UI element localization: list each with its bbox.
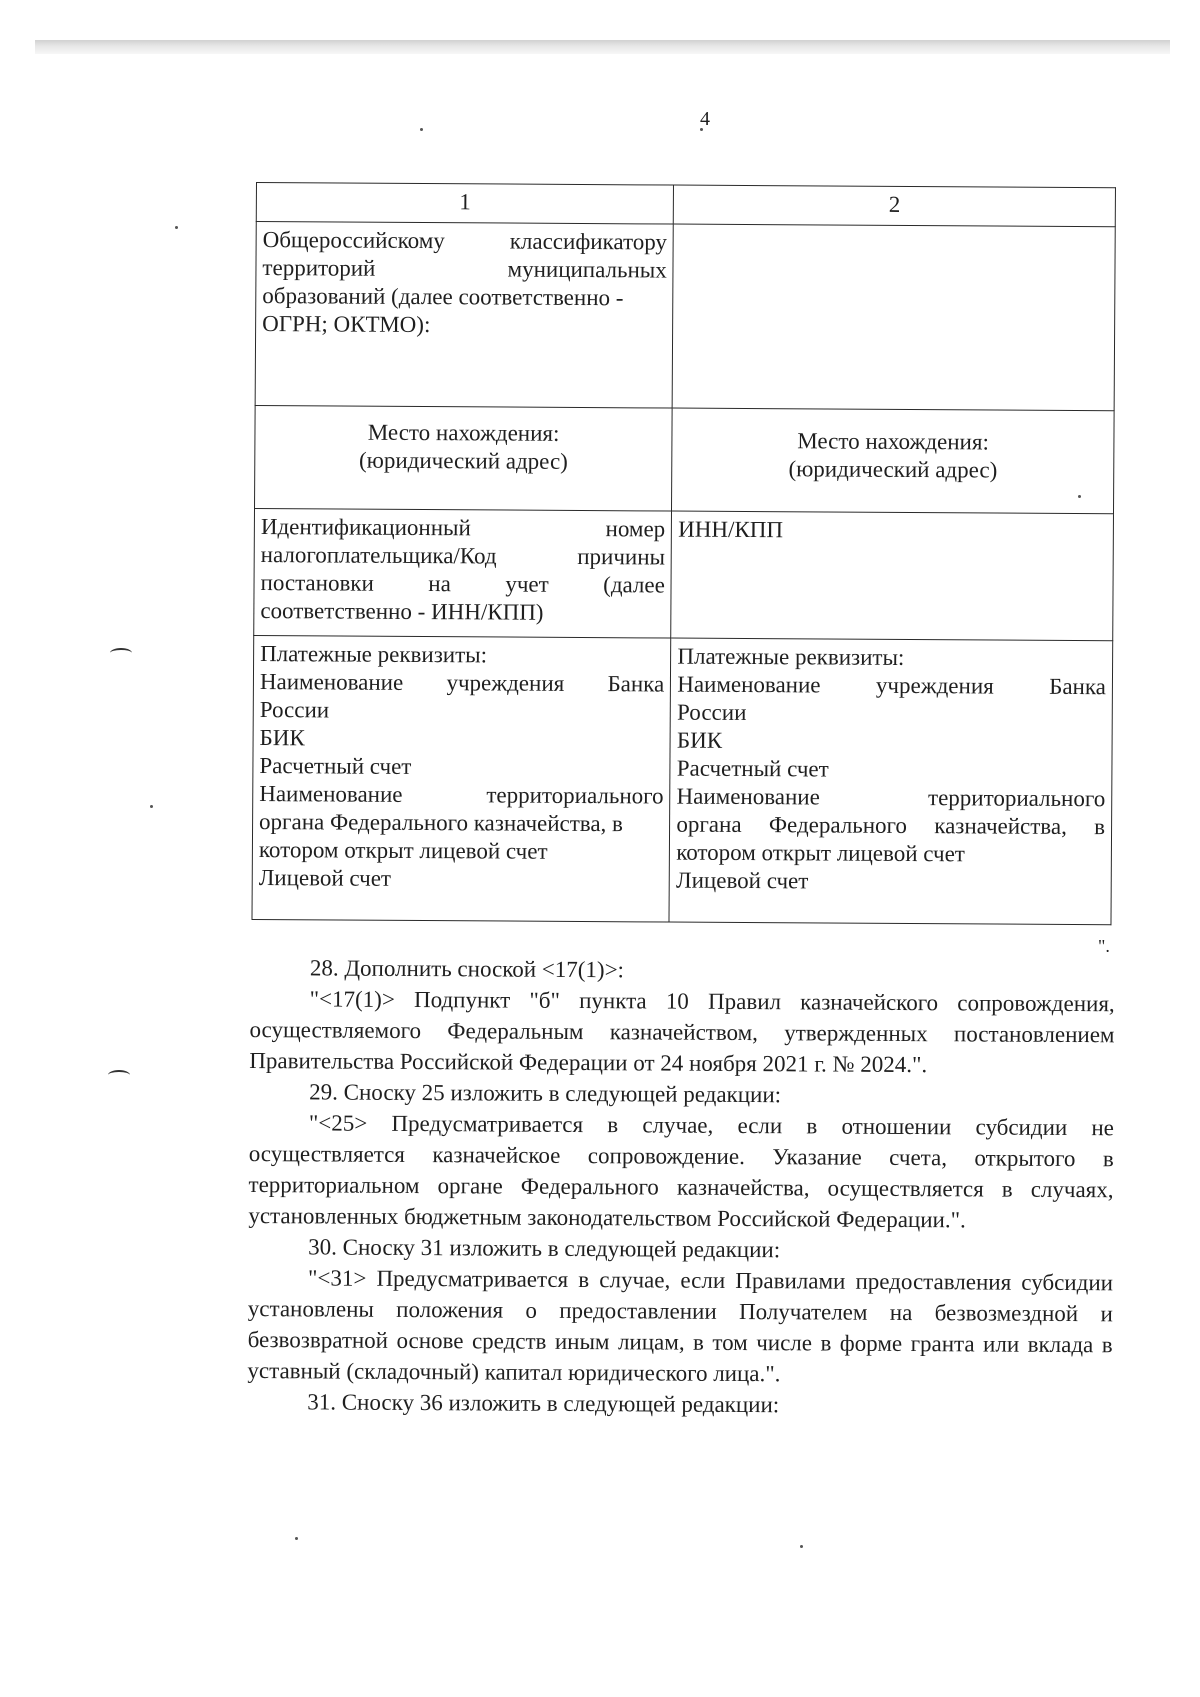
inn-line: Идентификационный номер: [260, 514, 666, 542]
paragraph-30-footnote: "<31> Предусматривается в случае, если Правилами предоставления субсидии установлены положения о предоставлении Получателем на безвозмездной и безвозвратной основе средств иным лицам, в том числе в форме гранта или вклада в уставный (складочный) капитал юридического лица.".: [247, 1265, 1114, 1387]
bank-line: Наименование территориального: [676, 783, 1106, 812]
scan-margin-mark: [110, 648, 132, 658]
inn-line: соответственно - ИНН/КПП): [260, 598, 544, 625]
bank-line: Расчетный счет: [676, 755, 829, 782]
scan-speck: [150, 805, 153, 808]
oktmo-line: Общероссийскому классификатору: [262, 227, 668, 255]
bank-line: России: [259, 697, 330, 723]
address-label: Место нахождения:: [797, 428, 989, 455]
scan-margin-mark: [108, 1070, 130, 1080]
column-number-1: 1: [256, 183, 674, 225]
oktmo-value-cell: [672, 224, 1115, 411]
table-row-address: [255, 405, 1115, 513]
paragraph-30-heading: 30. Сноску 31 изложить в следующей редакции:: [308, 1234, 781, 1263]
requisites-table: [251, 182, 1115, 925]
address-right-cell: [672, 408, 1114, 514]
address-label: Место нахождения:: [367, 419, 560, 446]
paragraph-29-footnote: "<25> Предусматривается в случае, если в отношении субсидии не осуществляется казначейское сопровождение. Указание счета, открытого в территориальном органе Федерального казначейства, осуществляется в случаях, установленных бюджетным законодательством Российской Федерации.".: [248, 1110, 1115, 1233]
scan-speck: [295, 1537, 298, 1540]
bank-line: Платежные реквизиты:: [677, 643, 905, 670]
inn-line: налогоплательщика/Код причины: [260, 542, 666, 570]
paragraph-31-heading: 31. Сноску 36 изложить в следующей редакции:: [307, 1389, 780, 1418]
bank-left-cell: [252, 635, 671, 922]
bank-line: Расчетный счет: [259, 753, 412, 779]
inn-label-cell: [254, 508, 672, 638]
oktmo-label-cell: [255, 222, 673, 409]
paragraph-28-footnote: "<17(1)> Подпункт "б" пункта 10 Правил казначейского сопровождения, осуществляемого Федеральным казначейством, утвержденных постановлением Правительства Российской Федерации от 24 ноября 2021 г. № 2024.".: [249, 986, 1115, 1078]
bank-line: органа Федерального казначейства, в: [259, 809, 624, 837]
bank-line: котором открыт лицевой счет: [676, 839, 965, 867]
bank-right-cell: [669, 638, 1112, 925]
bank-line: Наименование учреждения Банка: [259, 669, 665, 697]
page-number: 4: [700, 108, 710, 130]
table-row-inn: [254, 508, 1114, 640]
paragraph-29-heading: 29. Сноску 25 изложить в следующей редакции:: [309, 1079, 782, 1108]
scan-top-edge: [35, 40, 1170, 54]
paragraph-28-heading: 28. Дополнить сноской <17(1)>:: [309, 955, 625, 983]
oktmo-line: образований (далее соответственно -: [262, 283, 624, 311]
bank-line: БИК: [676, 727, 723, 753]
scan-speck: [175, 226, 178, 229]
table-row-oktmo: [255, 222, 1115, 411]
table-header-row: [256, 183, 1115, 227]
table-closing-quote: ".: [1098, 936, 1110, 956]
column-number-2: 2: [674, 185, 1116, 227]
address-sublabel: (юридический адрес): [358, 447, 568, 474]
bank-line: органа Федерального казначейства, в: [676, 811, 1106, 840]
bank-line: Лицевой счет: [258, 865, 392, 891]
inn-value-cell: ИНН/КПП: [671, 511, 1113, 641]
bank-line: БИК: [259, 725, 305, 751]
oktmo-line: ОГРН; ОКТМО):: [262, 311, 431, 338]
address-sublabel: (юридический адрес): [788, 456, 998, 483]
inn-line: постановки на учет (далее: [260, 570, 665, 598]
bank-line: Лицевой счет: [675, 867, 809, 894]
bank-line: котором открыт лицевой счет: [258, 837, 548, 864]
table-row-bank: [252, 635, 1113, 924]
bank-line: Наименование территориального: [259, 781, 664, 809]
address-left-cell: [255, 405, 673, 511]
amendments-text: [247, 952, 1115, 1422]
scan-speck: [800, 1545, 803, 1548]
bank-line: Платежные реквизиты:: [260, 641, 488, 668]
bank-line: России: [677, 699, 747, 726]
bank-line: Наименование учреждения Банка: [677, 671, 1107, 700]
oktmo-line: территорий муниципальных: [262, 255, 667, 283]
